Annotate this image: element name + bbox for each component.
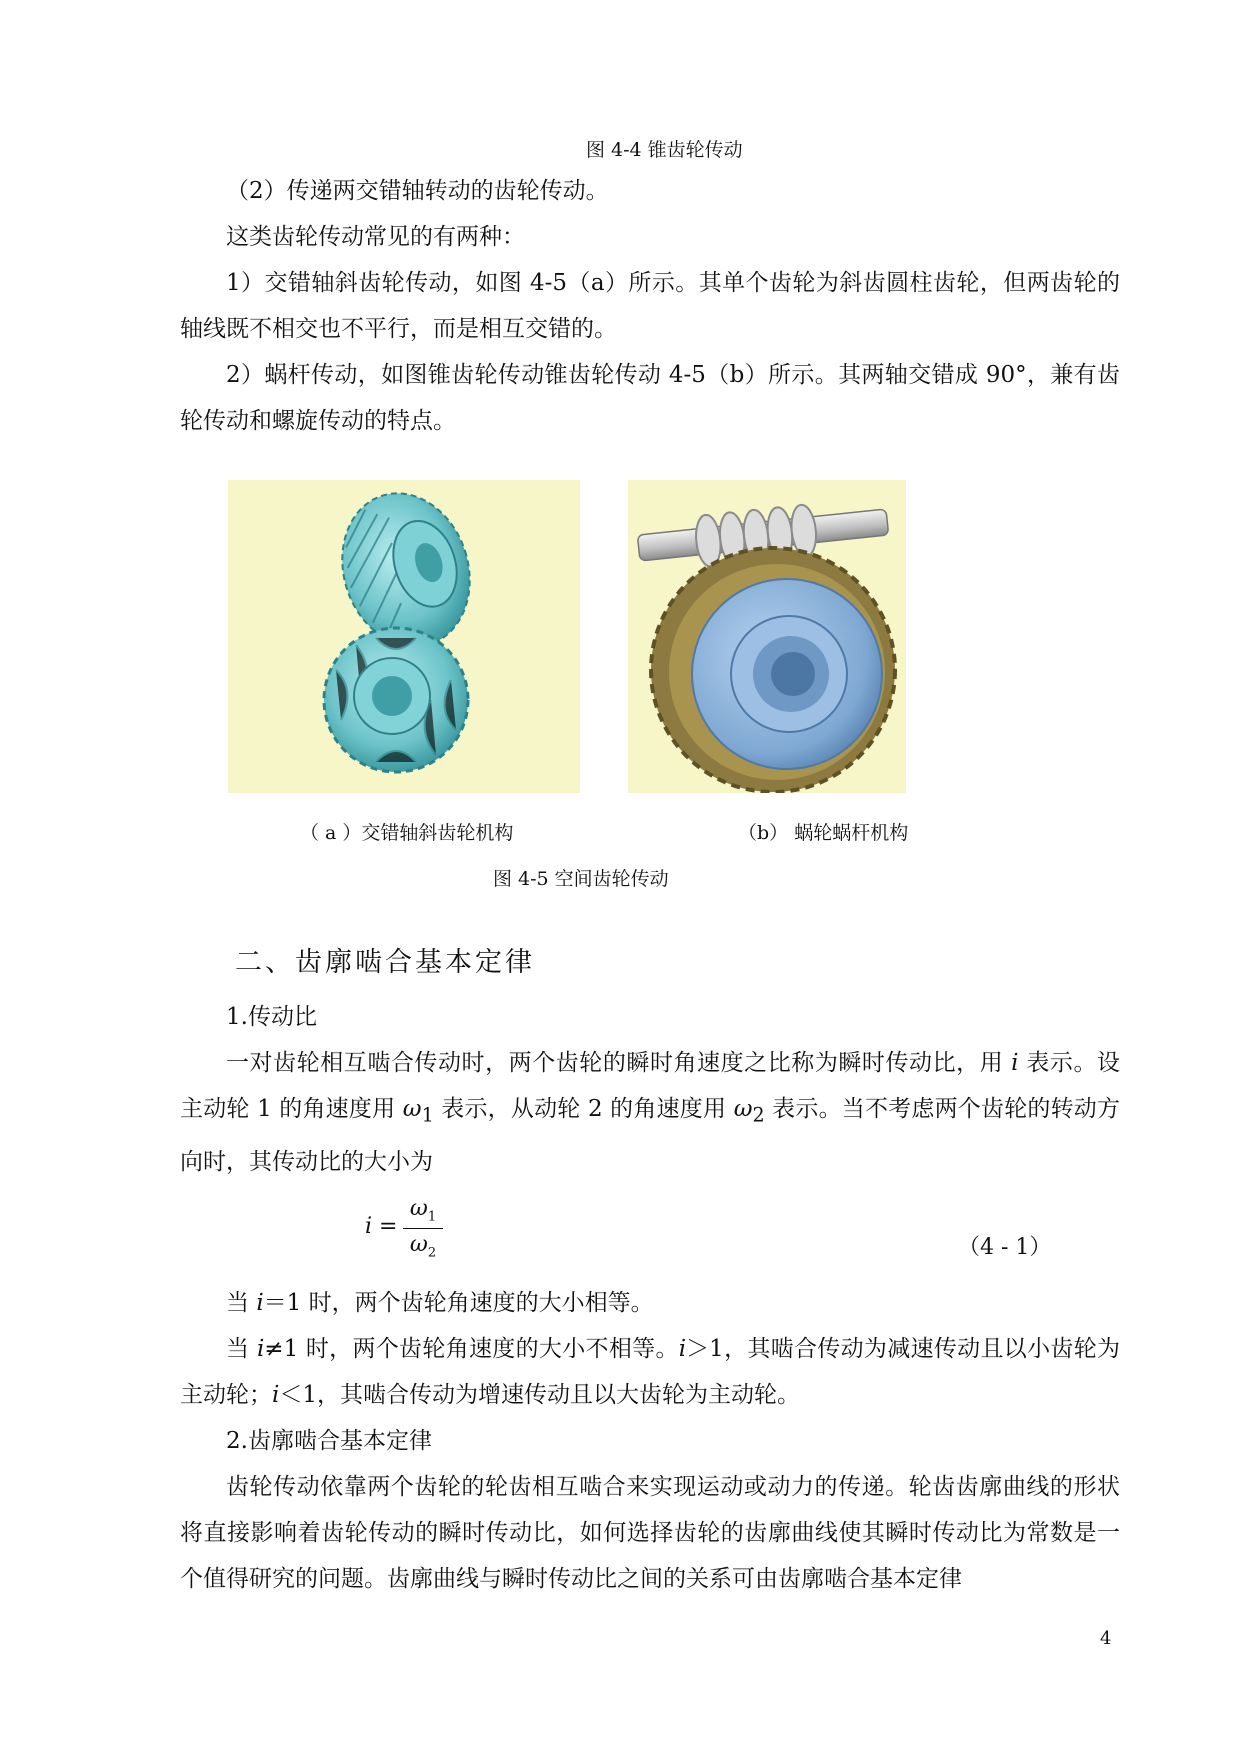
math-omega: ω <box>402 1096 422 1122</box>
text-segment: 当 <box>226 1290 257 1316</box>
paragraph-transmission-ratio <box>180 1040 1120 1185</box>
paragraph-worm-drive: 2）蜗杆传动，如图锥齿轮传动锥齿轮传动 4-5（b）所示。其两轴交错成 90°，兼有齿轮传动和螺旋传动的特点。 <box>180 362 1120 434</box>
subheading-meshing-law: 2.齿廓啮合基本定律 <box>226 1428 432 1454</box>
fraction-bar <box>403 1228 443 1229</box>
math-omega: ω <box>409 1232 428 1257</box>
figure-caption-a: （ a ）交错轴斜齿轮机构 <box>300 822 514 844</box>
math-subscript: 1 <box>421 1103 434 1127</box>
figure-caption-4-5: 图 4-5 空间齿轮传动 <box>493 868 669 890</box>
formula-numerator <box>403 1196 443 1224</box>
math-omega: ω <box>733 1096 753 1122</box>
math-omega: ω <box>409 1196 428 1221</box>
paragraph-crossed-axes: （2）传递两交错轴转动的齿轮传动。 <box>226 178 609 204</box>
subheading-transmission-ratio: 1.传动比 <box>226 1004 317 1030</box>
text-segment: ＜1，其啮合传动为增速传动且以大齿轮为主动轮。 <box>279 1382 800 1408</box>
text-segment: 表示，从动轮 2 的角速度用 <box>433 1096 734 1122</box>
figure-caption-4-4: 图 4-4 锥齿轮传动 <box>586 139 743 161</box>
text-segment: ＞1，其啮合传动为减速传动且以小齿轮为主动轮； <box>180 1336 1121 1408</box>
math-i: i <box>1011 1050 1019 1076</box>
math-i: i <box>256 1290 264 1316</box>
formula-lhs: i = <box>365 1214 398 1239</box>
worm-gear-illustration <box>628 480 906 793</box>
text-segment: ＝1 时，两个齿轮角速度的大小相等。 <box>263 1290 654 1316</box>
text-segment: 当 <box>226 1336 257 1362</box>
page-number: 4 <box>1100 1628 1112 1649</box>
text-segment: ≠1 时，两个齿轮角速度的大小不相等。 <box>264 1336 679 1362</box>
math-i: i <box>256 1336 265 1362</box>
figure-caption-b: （b） 蜗轮蜗杆机构 <box>738 822 909 844</box>
section-heading: 二、齿廓啮合基本定律 <box>235 947 535 978</box>
crossed-helical-gears-illustration <box>228 480 580 793</box>
paragraph-meshing-law: 齿轮传动依靠两个齿轮的轮齿相互啮合来实现运动或动力的传递。轮齿齿廓曲线的形状将直接影响着齿轮传动的瞬时传动比，如何选择齿轮的齿廓曲线使其瞬时传动比为常数是一个值得研究的问题。齿廓曲线与瞬时传动比之间的关系可由齿廓啮合基本定律 <box>180 1474 1120 1592</box>
math-i: i <box>678 1336 687 1362</box>
text-segment: 一对齿轮相互啮合传动时，两个齿轮的瞬时角速度之比称为瞬时传动比，用 <box>226 1050 1012 1076</box>
paragraph-two-types: 这类齿轮传动常见的有两种： <box>226 224 525 250</box>
text-segment: 表示。设主动轮 1 的角速度用 <box>180 1050 1121 1122</box>
text-segment: 表示。当不考虑两个齿轮的转动方向时，其传动比的大小为 <box>180 1096 1120 1175</box>
figure-worm-gear <box>628 480 906 793</box>
math-i: i <box>272 1382 280 1408</box>
paragraph-unequal-speed <box>180 1326 1120 1418</box>
math-subscript: 2 <box>427 1245 437 1261</box>
formula-denominator <box>403 1232 443 1260</box>
figure-crossed-helical-gears <box>228 480 580 793</box>
formula-number: （4 - 1） <box>958 1235 1052 1260</box>
math-subscript: 1 <box>427 1209 437 1225</box>
paragraph-equal-speed <box>180 1280 1120 1326</box>
math-subscript: 2 <box>752 1103 765 1127</box>
paragraph-helical-gear: 1）交错轴斜齿轮传动，如图 4-5（a）所示。其单个齿轮为斜齿圆柱齿轮，但两齿轮的轴线既不相交也不平行，而是相互交错的。 <box>180 270 1120 342</box>
